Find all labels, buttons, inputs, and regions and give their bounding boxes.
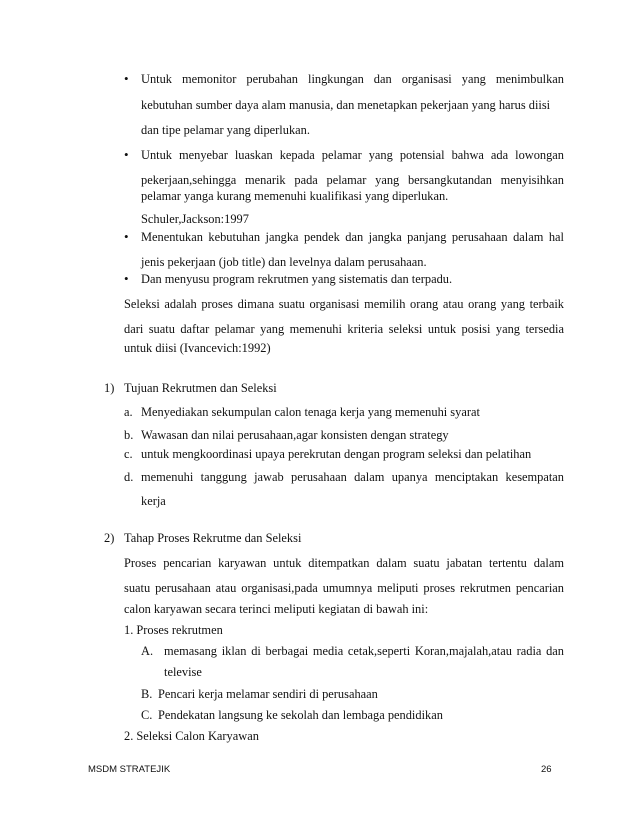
section-1-item-c-marker: c. (124, 447, 133, 461)
bullet-3-line-2: jenis pekerjaan (job title) dan levelnya dalam perusahaan. (141, 255, 427, 269)
section-1-item-d-line-2: kerja (141, 494, 166, 508)
subsection-1-item-b-marker: B. (141, 687, 153, 701)
bullet-1-line-1: Untuk memonitor perubahan lingkungan dan organisasi yang menimbulkan (141, 72, 564, 86)
section-1-item-a-marker: a. (124, 405, 133, 419)
bullet-icon: • (124, 271, 129, 286)
seleksi-para-line-2: dari suatu daftar pelamar yang memenuhi kriteria seleksi untuk posisi yang tersedia (124, 322, 564, 336)
bullet-3-line-1: Menentukan kebutuhan jangka pendek dan jangka panjang perusahaan dalam hal (141, 230, 564, 244)
section-1-number: 1) (104, 381, 115, 395)
section-2-para-line-1: Proses pencarian karyawan untuk ditempatkan dalam suatu jabatan tertentu dalam (124, 556, 564, 570)
subsection-1-title: 1. Proses rekrutmen (124, 623, 223, 637)
subsection-1-item-c-marker: C. (141, 708, 153, 722)
bullet-1-line-3: dan tipe pelamar yang diperlukan. (141, 123, 310, 137)
bullet-4-line-1: Dan menyusu program rekrutmen yang sistematis dan terpadu. (141, 272, 453, 286)
section-1-item-a: Menyediakan sekumpulan calon tenaga kerja yang memenuhi syarat (141, 405, 480, 419)
section-2-title: Tahap Proses Rekrutme dan Seleksi (124, 531, 302, 545)
subsection-1-item-a-marker: A. (141, 644, 154, 658)
subsection-1-item-a-line-2: televise (164, 665, 202, 679)
seleksi-para-line-1: Seleksi adalah proses dimana suatu organisasi memilih orang atau orang yang terbaik (124, 297, 564, 311)
subsection-1-item-b: Pencari kerja melamar sendiri di perusahaan (158, 687, 378, 701)
footer-page-number: 26 (541, 764, 552, 775)
bullet-2-line-3: pelamar yanga kurang memenuhi kualifikasi yang diperlukan. (141, 189, 449, 203)
section-1-item-d-line-1: memenuhi tanggung jawab perusahaan dalam upanya menciptakan kesempatan (141, 470, 564, 484)
subsection-2-title: 2. Seleksi Calon Karyawan (124, 729, 259, 743)
section-1-item-c: untuk mengkoordinasi upaya perekrutan dengan program seleksi dan pelatihan (141, 447, 532, 461)
bullet-icon: • (124, 229, 129, 244)
footer-left: MSDM STRATEJIK (88, 764, 171, 775)
bullet-1-line-2: kebutuhan sumber daya alam manusia, dan menetapkan pekerjaan yang harus diisi (141, 98, 551, 112)
bullet-2-line-2: pekerjaan,sehingga menarik pada pelamar yang bersangkutandan menyisihkan (141, 173, 564, 187)
section-2-para-line-3: calon karyawan secara terinci meliputi kegiatan di bawah ini: (124, 602, 429, 616)
subsection-1-item-c: Pendekatan langsung ke sekolah dan lembaga pendidikan (158, 708, 443, 722)
bullet-2-line-1: Untuk menyebar luaskan kepada pelamar yang potensial bahwa ada lowongan (141, 148, 564, 162)
section-2-number: 2) (104, 531, 115, 545)
section-1-item-b: Wawasan dan nilai perusahaan,agar konsisten dengan strategy (141, 428, 449, 442)
seleksi-para-line-3: untuk diisi (Ivancevich:1992) (124, 341, 271, 355)
section-1-item-b-marker: b. (124, 428, 134, 442)
bullet-icon: • (124, 71, 129, 86)
bullet-icon: • (124, 147, 129, 162)
bullet-2-line-4: Schuler,Jackson:1997 (141, 212, 249, 226)
section-1-title: Tujuan Rekrutmen dan Seleksi (124, 381, 277, 395)
subsection-1-item-a-line-1: memasang iklan di berbagai media cetak,seperti Koran,majalah,atau radia dan (164, 644, 564, 658)
section-1-item-d-marker: d. (124, 470, 134, 484)
section-2-para-line-2: suatu perusahaan atau organisasi,pada umumnya meliputi proses rekrutmen pencarian (124, 581, 564, 595)
